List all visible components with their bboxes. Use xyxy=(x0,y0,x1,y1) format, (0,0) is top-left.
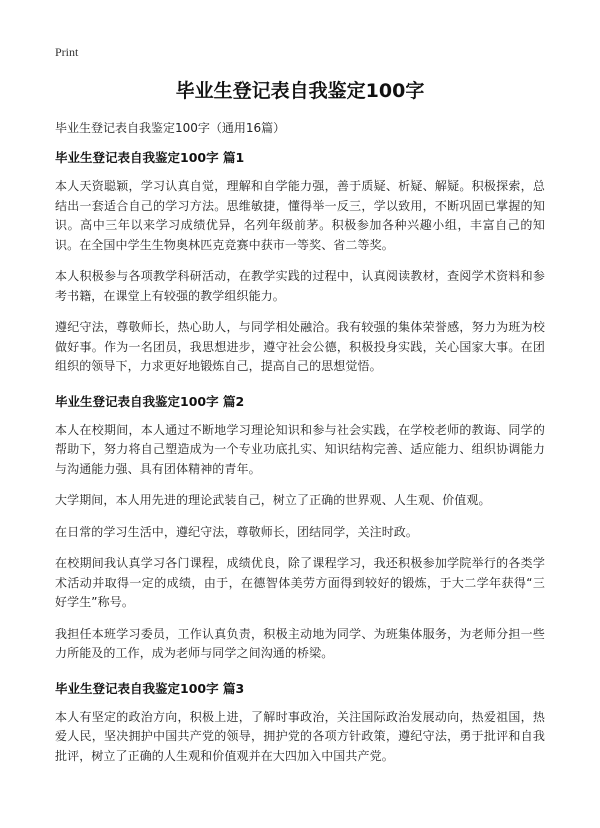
section-heading: 毕业生登记表自我鉴定100字 篇1 xyxy=(55,150,245,165)
section-3 xyxy=(55,679,545,767)
paragraph: 在校期间我认真学习各门课程，成绩优良，除了课程学习，我还积极参加学院举行的各类学术活动并取得一定的成绩，由于，在德智体美劳方面得到较好的锻炼，于大二学年获得“三好学生”称号。 xyxy=(55,556,545,609)
section-heading: 毕业生登记表自我鉴定100字 篇3 xyxy=(55,680,245,696)
paragraph: 本人积极参与各项教学科研活动，在教学实践的过程中，认真阅读教材，查阅学术资料和参考书籍，在课堂上有较强的教学组织能力。 xyxy=(55,269,545,303)
section-1 xyxy=(55,148,545,377)
section-heading: 毕业生登记表自我鉴定100字 篇2 xyxy=(55,393,245,409)
document-body xyxy=(55,148,545,778)
paragraph: 本人有坚定的政治方向，积极上进，了解时事政治，关注国际政治发展动向，热爱祖国，热爱人民，坚决拥护中国共产党的领导，拥护党的各项方针政策，遵纪守法，勇于批评和自我批评，树立了正确的人生观和价值观并在大四加入中国共产党。 xyxy=(55,709,545,763)
section-2 xyxy=(55,392,545,664)
print-link[interactable]: Print xyxy=(55,45,79,59)
document-subtitle: 毕业生登记表自我鉴定100字（通用16篇） xyxy=(55,121,286,135)
paragraph: 遵纪守法，尊敬师长，热心助人，与同学相处融洽。我有较强的集体荣誉感，努力为班为校做好事。作为一名团员，我思想进步，遵守社会公德，积极投身实践，关心国家大事。在团组织的领导下，力求更好地锻炼自己，提高自己的思想觉悟。 xyxy=(55,320,545,373)
page-title: 毕业生登记表自我鉴定100字 xyxy=(175,80,425,102)
paragraph: 在日常的学习生活中，遵纪守法，尊敬师长，团结同学，关注时政。 xyxy=(55,524,419,539)
paragraph: 我担任本班学习委员，工作认真负责，积极主动地为同学、为班集体服务，为老师分担一些力所能及的工作，成为老师与同学之间沟通的桥梁。 xyxy=(55,626,545,660)
paragraph: 本人天资聪颖，学习认真自觉，理解和自学能力强，善于质疑、析疑、解疑。积极探索，总结出一套适合自己的学习方法。思维敏捷，懂得举一反三，学以致用，不断巩固已掌握的知识。高中三年以来学习成绩优异，名列年级前茅。积极参加各种兴趣小组，丰富自己的知识。在全国中学生生物奥林匹克竞赛中获市一等奖、省二等奖。 xyxy=(55,179,545,252)
paragraph: 本人在校期间，本人通过不断地学习理论知识和参与社会实践，在学校老师的教诲、同学的帮助下，努力将自己塑造成为一个专业功底扎实、知识结构完善、适应能力、组织协调能力与沟通能力强、具有团体精神的青年。 xyxy=(55,422,545,476)
paragraph: 大学期间，本人用先进的理论武装自己，树立了正确的世界观、人生观、价值观。 xyxy=(55,493,491,507)
